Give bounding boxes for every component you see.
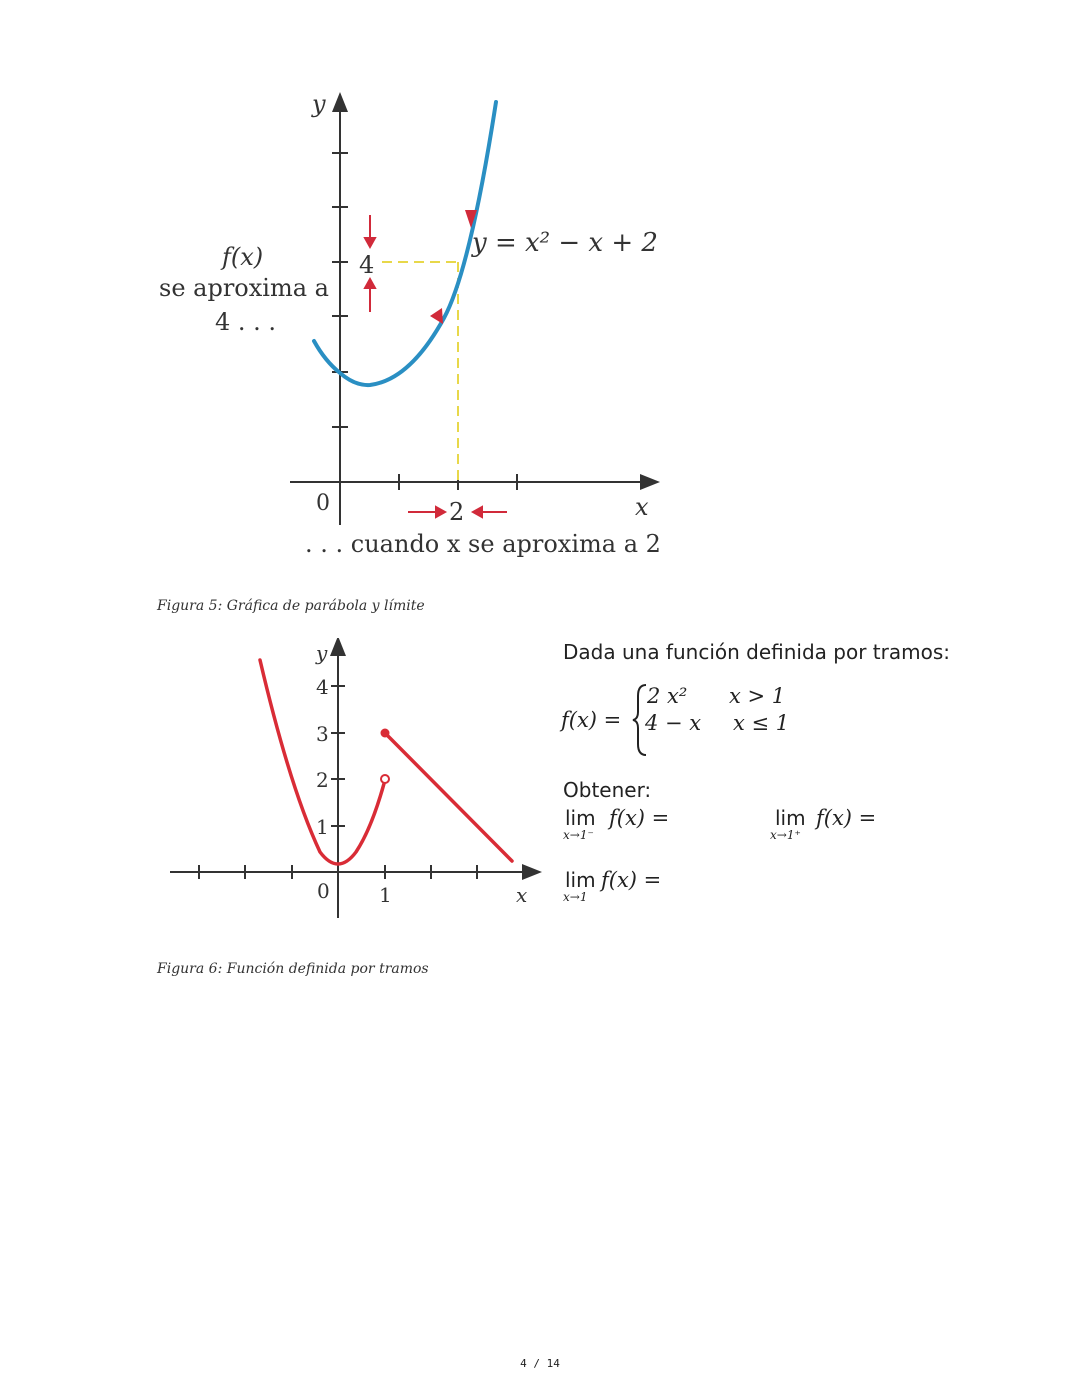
figure-5-graph (150, 80, 690, 570)
problem-heading: Dada una función definida por tramos: (563, 640, 950, 664)
piecewise-definition (561, 682, 901, 762)
origin-label: 0 (316, 491, 330, 516)
y-tick-2: 2 (316, 768, 329, 792)
lim-expression: f(x) = (816, 806, 877, 830)
y-tick-3: 3 (316, 722, 329, 746)
dashed-guides (382, 262, 458, 480)
case2-expression: 4 − x (645, 711, 702, 735)
case1-expression: 2 x² (647, 684, 688, 708)
left-label-approaches: se aproxima a (159, 274, 329, 302)
case2-condition: x ≤ 1 (733, 711, 790, 735)
closed-endpoint (381, 729, 390, 738)
figure-5-caption: Figura 5: Gráfica de parábola y límite (157, 598, 425, 614)
figure-6-graph (160, 638, 550, 923)
x-tick-1: 1 (379, 883, 392, 907)
lim-expression: f(x) = (609, 806, 670, 830)
x-axis-label: x (516, 883, 528, 907)
x-value-label: 2 (449, 498, 465, 526)
page-number: 4 / 14 (520, 1357, 560, 1370)
lim-word: lim (565, 806, 596, 830)
x-axis-label: x (635, 493, 649, 521)
bottom-label: . . . cuando x se aproxima a 2 (305, 530, 661, 558)
curve-arrow-lower (430, 308, 443, 324)
lim-subscript: x→1⁻ (563, 828, 594, 842)
fx-label: f(x) = (561, 708, 622, 732)
x-tick-0: 0 (317, 879, 330, 903)
obtain-label: Obtener: (563, 778, 652, 802)
y-value-label: 4 (359, 251, 375, 279)
parabola-curve (314, 102, 496, 385)
lim-word: lim (775, 806, 806, 830)
y-axis-label: y (312, 90, 326, 118)
open-endpoint (381, 775, 389, 783)
lim-expression: f(x) = (601, 868, 662, 892)
figure-6-caption: Figura 6: Función definida por tramos (157, 961, 429, 977)
y-tick-1: 1 (316, 815, 329, 839)
case1-condition: x > 1 (729, 684, 786, 708)
y-axis-label: y (316, 641, 328, 665)
left-label-fx: f(x) (222, 243, 264, 271)
lim-subscript: x→1 (563, 890, 588, 904)
curve-equation-label: y = x² − x + 2 (472, 228, 658, 258)
lim-word: lim (565, 868, 596, 892)
y-tick-4: 4 (316, 675, 329, 699)
left-label-four: 4 . . . (215, 308, 277, 336)
line-piece (385, 733, 512, 861)
lim-subscript: x→1⁺ (770, 828, 801, 842)
